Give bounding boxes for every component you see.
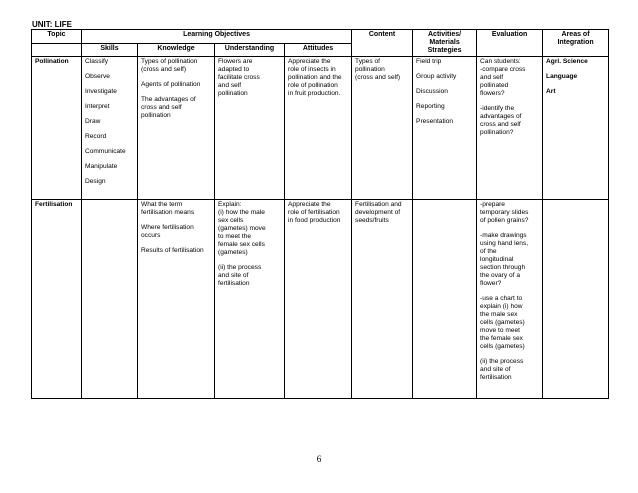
knowledge-item: Where fertilisation occurs	[141, 224, 194, 239]
understanding-cell	[215, 200, 285, 399]
skills-item: Record	[85, 133, 107, 140]
header-knowledge: Knowledge	[138, 43, 215, 57]
header-learning-objectives: Learning Objectives	[82, 30, 352, 44]
content-item: Fertilisation and development of seeds/fruits	[355, 201, 402, 224]
activities-item: Presentation	[416, 118, 454, 125]
skills-item: Manipulate	[85, 163, 118, 170]
attitudes-cell	[285, 57, 352, 200]
attitudes-item: Appreciate the role of fertilisation in food production	[288, 201, 341, 224]
skills-item: Draw	[85, 118, 101, 125]
areas-item: Art	[546, 88, 556, 95]
header-activities: Activities/ Materials Strategies	[413, 30, 477, 57]
evaluation-item: -make drawings using hand lens, of the longitudinal section through the ovary of a flower?	[480, 232, 529, 287]
understanding-item: (ii) the process and site of fertilisation	[218, 264, 262, 287]
understanding-item: Explain: (i) how the male sex cells (gametes) move to meet the female sex cells (gametes)	[218, 201, 266, 256]
evaluation-cell	[477, 200, 543, 399]
skills-item: Communicate	[85, 148, 126, 155]
understanding-cell	[215, 57, 285, 200]
evaluation-cell	[477, 57, 543, 200]
skills-item: Investigate	[85, 88, 117, 95]
topic-cell: Fertilisation	[32, 200, 82, 399]
activities-item: Reporting	[416, 103, 445, 110]
evaluation-item: Can students: -compare cross and self pollinated flowers?	[480, 58, 526, 97]
header-understanding: Understanding	[215, 43, 285, 57]
skills-item: Design	[85, 178, 106, 185]
areas-cell	[543, 200, 609, 399]
topic-cell: Pollination	[32, 57, 82, 200]
evaluation-item: -prepare temporary slides of pollen grains?	[480, 201, 529, 224]
header-topic: Topic	[32, 30, 82, 44]
content-item: Types of pollination (cross and self)	[355, 58, 401, 81]
lesson-plan-table	[31, 29, 609, 399]
understanding-item: Flowers are adapted to facilitate cross and self pollination	[218, 58, 260, 97]
page-number: 6	[316, 454, 322, 464]
attitudes-item: Appreciate the role of insects in pollination and the role of pollination in fruit production.	[288, 58, 342, 97]
areas-cell	[543, 57, 609, 200]
knowledge-item: Results of fertilisation	[141, 247, 204, 254]
header-attitudes: Attitudes	[285, 43, 352, 57]
activities-cell	[413, 200, 477, 399]
evaluation-item: -identify the advantages of cross and self pollination?	[480, 105, 522, 136]
content-cell	[352, 57, 413, 200]
activities-item: Field trip	[416, 58, 442, 65]
areas-item: Agri. Science	[546, 58, 588, 65]
activities-cell	[413, 57, 477, 200]
knowledge-item: What the term fertilisation means	[141, 201, 195, 216]
activities-item: Group activity	[416, 73, 457, 80]
header-evaluation: Evaluation	[477, 30, 543, 57]
evaluation-item: (ii) the process and site of fertilisation	[480, 358, 524, 381]
skills-item: Classify	[85, 58, 109, 65]
areas-item: Language	[546, 73, 578, 80]
attitudes-cell	[285, 200, 352, 399]
table-row	[32, 57, 609, 200]
knowledge-cell	[138, 200, 215, 399]
knowledge-cell	[138, 57, 215, 200]
knowledge-item: Types of pollination (cross and self)	[141, 58, 198, 73]
evaluation-item: -use a chart to explain (i) how the male sex cells (gametes) move to meet the female sex cells (gametes)	[480, 295, 525, 350]
table-row	[32, 200, 609, 399]
header-areas: Areas of Integration	[543, 30, 609, 57]
skills-cell	[82, 200, 138, 399]
skills-cell	[82, 57, 138, 200]
knowledge-item: The advantages of cross and self pollination	[141, 96, 196, 119]
header-row-1	[32, 30, 609, 44]
header-topic-blank	[32, 43, 82, 57]
content-cell	[352, 200, 413, 399]
header-content: Content	[352, 30, 413, 57]
skills-item: Interpret	[85, 103, 110, 110]
knowledge-item: Agents of pollination	[141, 81, 201, 88]
unit-title: UNIT: LIFE	[32, 20, 72, 29]
activities-item: Discussion	[416, 88, 448, 95]
skills-item: Observe	[85, 73, 110, 80]
header-skills: Skills	[82, 43, 138, 57]
